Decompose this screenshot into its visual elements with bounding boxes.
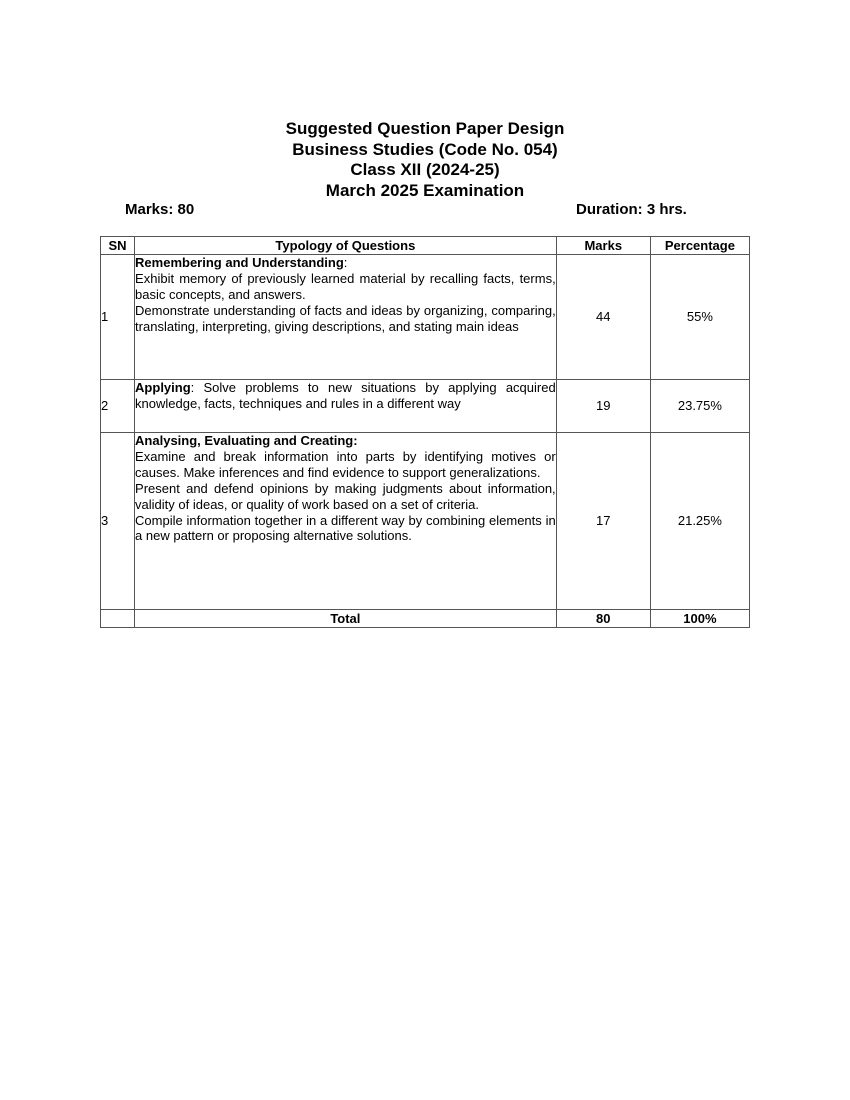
row-sn: 2 [101, 380, 135, 433]
typology-description: Present and defend opinions by making judgments about information, validity of ideas, or quality of work based on a set of criteria. [135, 480, 556, 512]
typology-heading: Applying [135, 380, 191, 395]
typology-heading-line [135, 380, 556, 412]
table-header-row [101, 237, 750, 255]
row-typology [135, 380, 557, 433]
exam-duration: Duration: 3 hrs. [576, 201, 687, 218]
total-percentage: 100% [650, 610, 749, 628]
row-percentage: 55% [650, 255, 749, 380]
row-percentage: 23.75% [650, 380, 749, 433]
typology-heading-line [135, 255, 556, 271]
typology-heading-line [135, 433, 556, 449]
document-title: Suggested Question Paper Design [285, 119, 565, 138]
typology-heading: Analysing, Evaluating and Creating: [135, 433, 358, 448]
header-typology: Typology of Questions [135, 237, 557, 255]
row-marks: 19 [556, 380, 650, 433]
typology-heading-suffix: : Solve problems to new situations by applying acquired knowledge, facts, techniques and rules in a different way [135, 380, 556, 411]
exam-title: March 2025 Examination [325, 180, 525, 200]
row-typology [135, 255, 557, 380]
row-sn: 1 [101, 255, 135, 380]
total-sn-cell [101, 610, 135, 628]
typology-heading-suffix: : [343, 255, 348, 270]
total-label: Total [135, 610, 557, 628]
header-sn: SN [101, 237, 135, 255]
row-sn: 3 [101, 433, 135, 610]
typology-description: Examine and break information into parts by identifying motives or causes. Make inferences and find evidence to support generalizations. [135, 448, 556, 480]
subject-title: Business Studies (Code No. 054) [292, 139, 558, 159]
total-marks: 80 [556, 610, 650, 628]
typology-description: Compile information together in a different way by combining elements in a new pattern or proposing alternative solutions. [135, 512, 556, 544]
typology-description: Demonstrate understanding of facts and ideas by organizing, comparing, translating, interpreting, giving descriptions, and stating main ideas [135, 302, 556, 334]
table-row [101, 255, 750, 380]
class-title: Class XII (2024-25) [350, 160, 500, 179]
row-percentage: 21.25% [650, 433, 749, 610]
row-marks: 44 [556, 255, 650, 380]
row-marks: 17 [556, 433, 650, 610]
typology-description: Exhibit memory of previously learned material by recalling facts, terms, basic concepts, and answers. [135, 270, 556, 302]
question-design-table [100, 236, 750, 628]
document-title-block [0, 119, 850, 201]
header-marks: Marks [556, 237, 650, 255]
row-typology [135, 433, 557, 610]
typology-heading: Remembering and Understanding [135, 255, 344, 270]
max-marks: Marks: 80 [125, 201, 195, 218]
table-row [101, 380, 750, 433]
table-row [101, 433, 750, 610]
header-percentage: Percentage [650, 237, 749, 255]
total-row [101, 610, 750, 628]
